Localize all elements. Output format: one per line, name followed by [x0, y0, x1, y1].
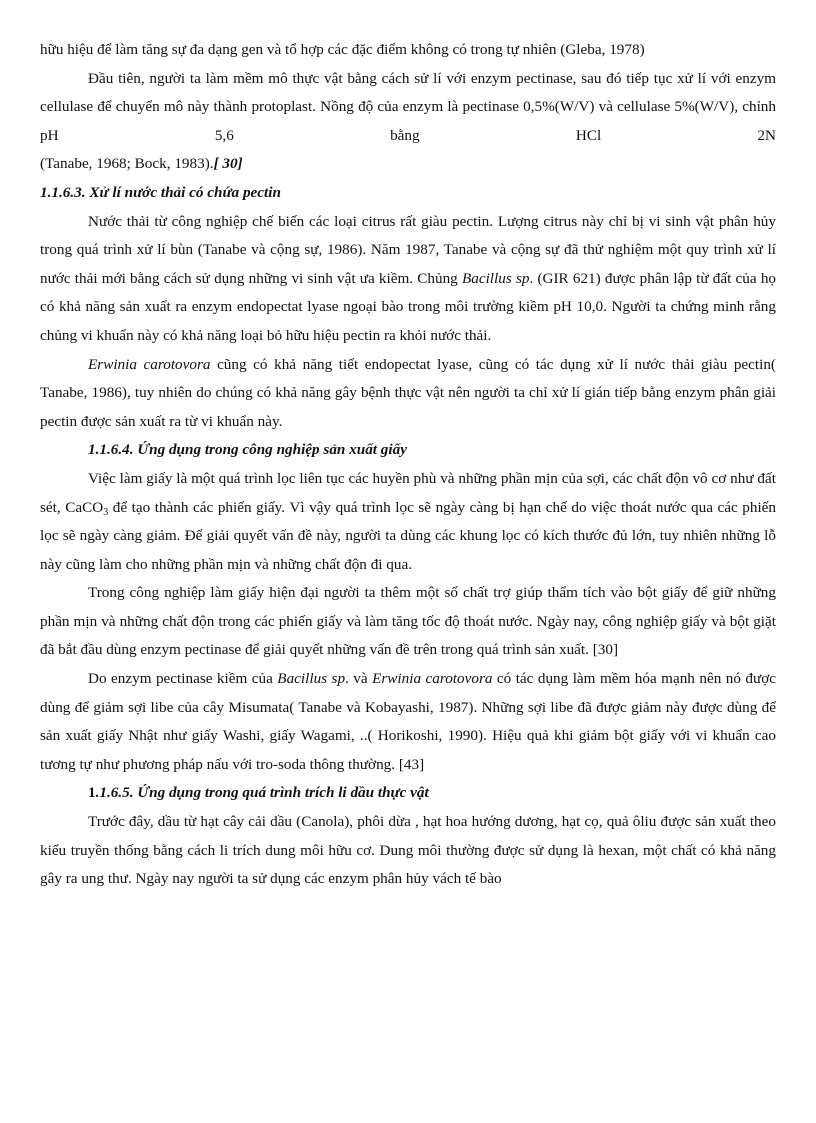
paragraph-alkaline-pectinase: Do enzym pectinase kiềm của Bacillus sp. và Erwinia carotovora có tác dụng làm mềm hóa mạnh nên nó được dùng để giảm sợi libe của cây Misumata( Tanabe và Kobayashi, 1987). Những sợi libe đã được giảm này được dùng để sản xuất giấy Nhật như giấy Washi, giấy Wagami, ..( Horikoshi, 1990). Hiệu quả khi giảm bột giấy với vi khuẩn cao tương tự như phương pháp nấu với tro-soda thông thường. [43]	[40, 670, 777, 773]
reference-mark: [ 30]	[213, 155, 243, 173]
section-heading-1-1-6-3: 1.1.6.3. Xử lí nước thải có chứa pectin	[40, 183, 281, 201]
paragraph-erwinia: Erwinia carotovora cũng có khả năng tiết endopectat lyase, cũng có tác dụng xử lí nước thải giàu pectin( Tanabe, 1986), tuy nhiên do chúng có khả năng gây bệnh thực vật nên người ta chỉ xử lí gián tiếp bằng enzym phân giải pectin được sản xuất ra từ vi khuẩn này.	[40, 355, 776, 430]
document-page	[40, 36, 776, 894]
paragraph-protoplast-citation: (Tanabe, 1968; Bock, 1983).[ 30]	[40, 155, 243, 173]
paragraph-oil-extraction: Trước đây, dầu từ hạt cây cải dầu (Canola), phôi dừa , hạt hoa hướng dương, hạt cọ, quả ôliu được sản xuất theo kiểu truyền thống bằng cách li trích dung môi hữu cơ. Dung môi thường được sử dụng là hexan, một chất có khả năng gây ra ung thư. Ngày nay người ta sử dụng các enzym phân hủy vách tế bào	[40, 813, 776, 888]
section-heading-1-1-6-4: 1.1.6.4. Ứng dụng trong công nghiệp sản xuất giấy	[88, 441, 407, 459]
paragraph-citrus-wastewater: Nước thải từ công nghiệp chế biến các loại citrus rất giàu pectin. Lượng citrus này chỉ bị vi sinh vật phân hủy trong quá trình xử lí bùn (Tanabe và cộng sự, 1986). Năm 1987, Tanabe và cộng sự đã thử nghiệm một quy trình xử lí nước thải mới bằng cách sử dụng những vi sinh vật ưa kiềm. Chủng Bacillus sp. (GIR 621) được phân lập từ đất của họ có khả năng sản xuất ra enzym endopectat lyase ngoại bào trong môi trường kiềm pH 10,0. Người ta chứng minh rằng chủng vi khuẩn này có khả năng loại bỏ hữu hiệu pectin ra khỏi nước thải.	[40, 212, 777, 344]
paragraph-modern-paper: Trong công nghiệp làm giấy hiện đại người ta thêm một số chất trợ giúp thẩm tích vào bột giấy để giữ những phần mịn và những chất độn trong các phiến giấy và làm tăng tốc độ thoát nước. Ngày nay, công nghiệp giấy và bột giặt đã bắt đầu dùng enzym pectinase để giải quyết những vấn đề trên trong quá trình sản xuất. [30]	[40, 584, 776, 659]
paragraph-gleba: hữu hiệu để làm tăng sự đa dạng gen và tổ hợp các đặc điểm không có trong tự nhiên (Gleba, 1978)	[40, 41, 645, 58]
section-heading-1-1-6-5: 1.1.6.5. Ứng dụng trong quá trình trích li dầu thực vật	[88, 784, 429, 802]
paragraph-paper-making: Việc làm giấy là một quá trình lọc liên tục các huyền phù và những phần mịn của sợi, các chất độn vô cơ như đất sét, CaCO$_3$ để tạo thành các phiến giấy. Vì vậy quá trình lọc sẽ ngày càng bị hạn chế do việc thoát nước qua các phiến lọc sẽ ngày càng giảm. Để giải quyết vấn đề này, người ta dùng các khung lọc có kích thước đủ lớn, tuy nhiên những lỗ này cũng làm cho những phần mịn và những chất độn đi qua.	[40, 469, 777, 573]
paragraph-protoplast: Đầu tiên, người ta làm mềm mô thực vật bằng cách sử lí với enzym pectinase, sau đó tiếp tục xử lí với enzym cellulase để chuyển mô này thành protoplast. Nồng độ của enzym là pectinase 0,5%(W/V) và cellulase 5%(W/V), chỉnh pH 5,6 bằng HCl 2N	[40, 69, 776, 144]
